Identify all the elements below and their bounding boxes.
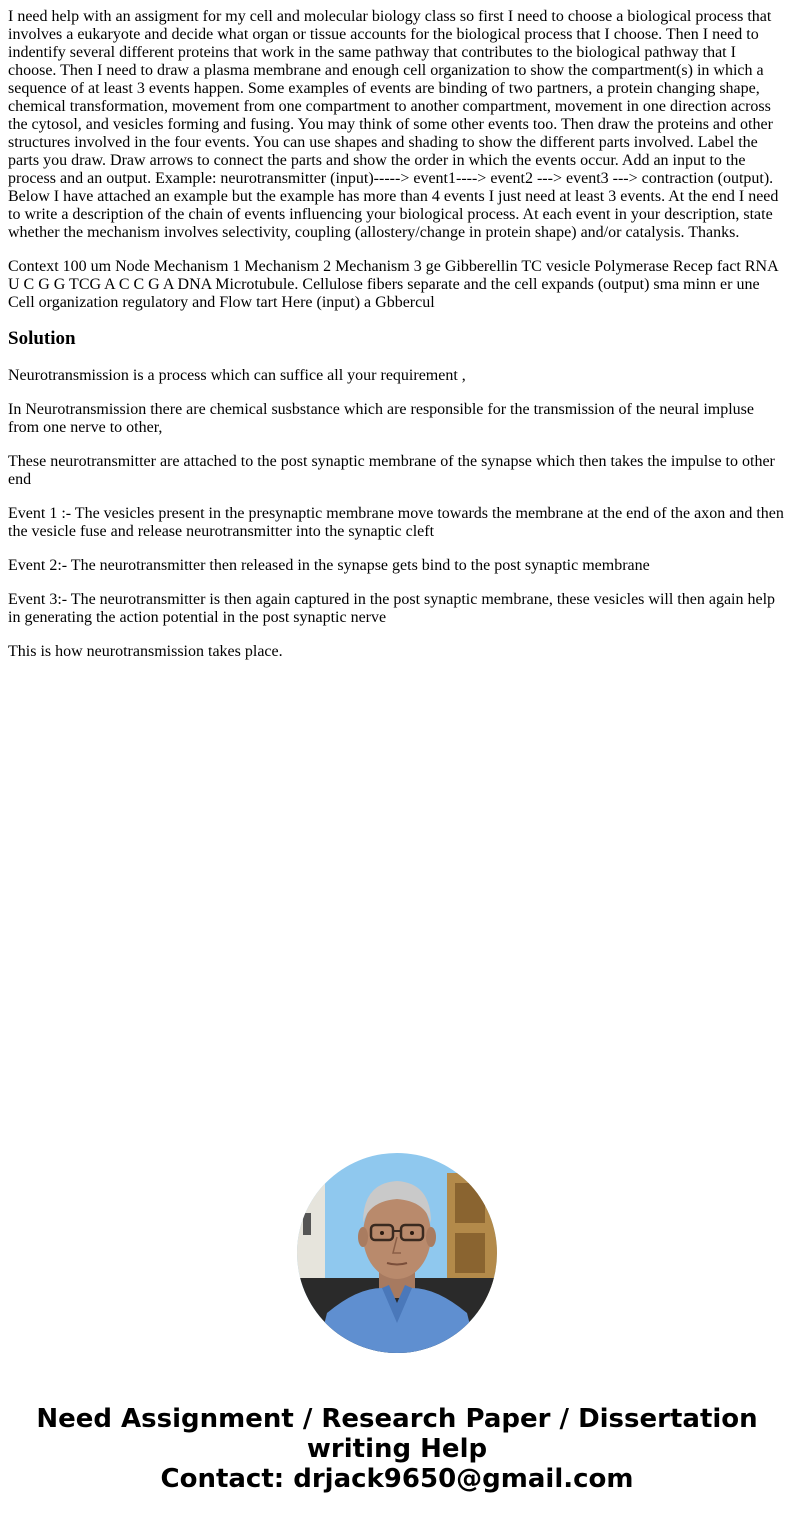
promo-line-2: writing Help [306, 1434, 488, 1464]
avatar [297, 1153, 497, 1353]
solution-paragraph: In Neurotransmission there are chemical susbstance which are responsible for the transmission of the neural impluse from one nerve to other, [8, 401, 754, 436]
solution-event-1: Event 1 :- The vesicles present in the presynaptic membrane move towards the membrane at the end of the axon and then the vesicle fuse and release neurotransmitter into the synaptic cleft [8, 505, 784, 540]
solution-paragraph: These neurotransmitter are attached to the post synaptic membrane of the synapse which then takes the impulse to other end [8, 453, 775, 488]
question-paragraph: I need help with an assigment for my cell and molecular biology class so first I need to choose a biological process that involves a eukaryote and decide what organ or tissue accounts for the biological process that I choose. Then I need to indentify several different proteins that work in the same pathway that contributes to the biological pathway that I choose. Then I need to draw a plasma membrane and enough cell organization to show the compartment(s) in which a sequence of at least 3 events happen. Some examples of events are binding of two partners, a protein changing shape, chemical transformation, movement from one compartment to another compartment, movement in one direction across the cytosol, and vesicles forming and fusing. You may think of some other events too. Then draw the proteins and other structures involved in the four events. You can use shapes and shading to show the different parts involved. Label the parts you draw. Draw arrows to connect the parts and show the order in which the events occur. Add an input to the process and an output. Example: neurotransmitter (input)-----> event1----> event2 ---> event3 ---> contraction (output). Below I have attached an example but the example has more than 4 events I just need at least 3 events. At the end I need to write a description of the chain of events influencing your biological process. At each event in your description, state whether the mechanism involves selectivity, coupling (allostery/change in protein shape) and/or catalysis. Thanks. [8, 8, 779, 241]
solution-conclusion: This is how neurotransmission takes place. [8, 643, 283, 660]
question-context-paragraph: Context 100 um Node Mechanism 1 Mechanism 2 Mechanism 3 ge Gibberellin TC vesicle Polymerase Recep fact RNA U C G G TCG A C C G A DNA Microtubule. Cellulose fibers separate and the cell expands (output) sma minn er une Cell organization regulatory and Flow tart Here (input) a Gbbercul [8, 258, 778, 311]
person-photo-icon [297, 1153, 497, 1353]
promo-line-1: Need Assignment / Research Paper / Dissertation [36, 1404, 758, 1434]
promo-contact: Contact: drjack9650@gmail.com [160, 1464, 634, 1494]
solution-event-2: Event 2:- The neurotransmitter then released in the synapse gets bind to the post synaptic membrane [8, 557, 650, 574]
document-content [8, 8, 786, 677]
promo-banner [0, 1404, 794, 1494]
solution-event-3: Event 3:- The neurotransmitter is then again captured in the post synaptic membrane, these vesicles will then again help in generating the action potential in the post synaptic nerve [8, 591, 776, 626]
solution-paragraph: Neurotransmission is a process which can suffice all your requirement , [8, 367, 466, 384]
solution-heading: Solution [8, 328, 76, 349]
